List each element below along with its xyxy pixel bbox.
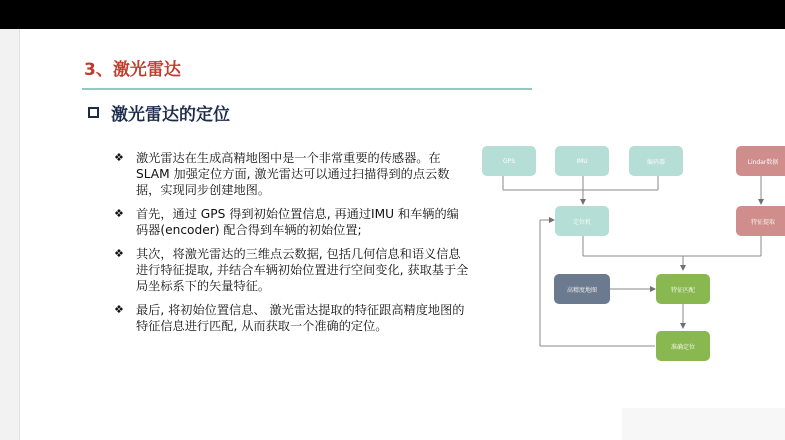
- bullet-item: [114, 246, 469, 294]
- slide-heading: [88, 100, 230, 125]
- feature-extract-node: 特征提取: [736, 206, 785, 236]
- bullet-item: [114, 206, 469, 238]
- diamond-bullet-icon: ❖: [114, 303, 124, 316]
- gps-node: GPS: [482, 146, 536, 176]
- section-title: 3、激光雷达: [84, 60, 181, 80]
- heading-text: 激光雷达的定位: [111, 105, 230, 125]
- bullet-list: [114, 150, 469, 342]
- diamond-bullet-icon: ❖: [114, 247, 124, 260]
- flow-diagram: [478, 140, 785, 370]
- feature-match-node: 特征匹配: [656, 274, 710, 304]
- locator-node: 定位机: [555, 206, 609, 236]
- diamond-bullet-icon: ❖: [114, 207, 124, 220]
- diamond-bullet-icon: ❖: [114, 151, 124, 164]
- encoder-node: 编码器: [629, 146, 683, 176]
- hd-map-node: 高精度地图: [554, 274, 610, 304]
- bottom-right-fade: [622, 408, 785, 440]
- left-panel-strip: [0, 29, 20, 440]
- lidar-data-node: Lindar数据: [736, 146, 785, 176]
- checkbox-bullet-icon: [88, 107, 99, 118]
- bullet-item: [114, 302, 469, 334]
- top-bar: [0, 0, 785, 29]
- title-divider: [82, 88, 532, 90]
- bullet-text: 最后, 将初始位置信息、 激光雷达提取的特征跟高精度地图的特征信息进行匹配, 从而获取一个准确的定位。: [136, 303, 465, 333]
- bullet-text: 其次，将激光雷达的三维点云数据, 包括几何信息和语义信息进行特征提取, 并结合车辆初始位置进行空间变化, 获取基于全局坐标系下的矢量特征。: [136, 247, 469, 293]
- accurate-position-node: 准确定位: [656, 331, 710, 361]
- imu-node: IMU: [555, 146, 609, 176]
- bullet-item: [114, 150, 469, 198]
- bullet-text: 激光雷达在生成高精地图中是一个非常重要的传感器。在 SLAM 加强定位方面, 激光雷达可以通过扫描得到的点云数据，实现同步创建地图。: [136, 151, 450, 197]
- bullet-text: 首先，通过 GPS 得到初始位置信息, 再通过IMU 和车辆的编码器(encoder) 配合得到车辆的初始位置;: [136, 207, 459, 237]
